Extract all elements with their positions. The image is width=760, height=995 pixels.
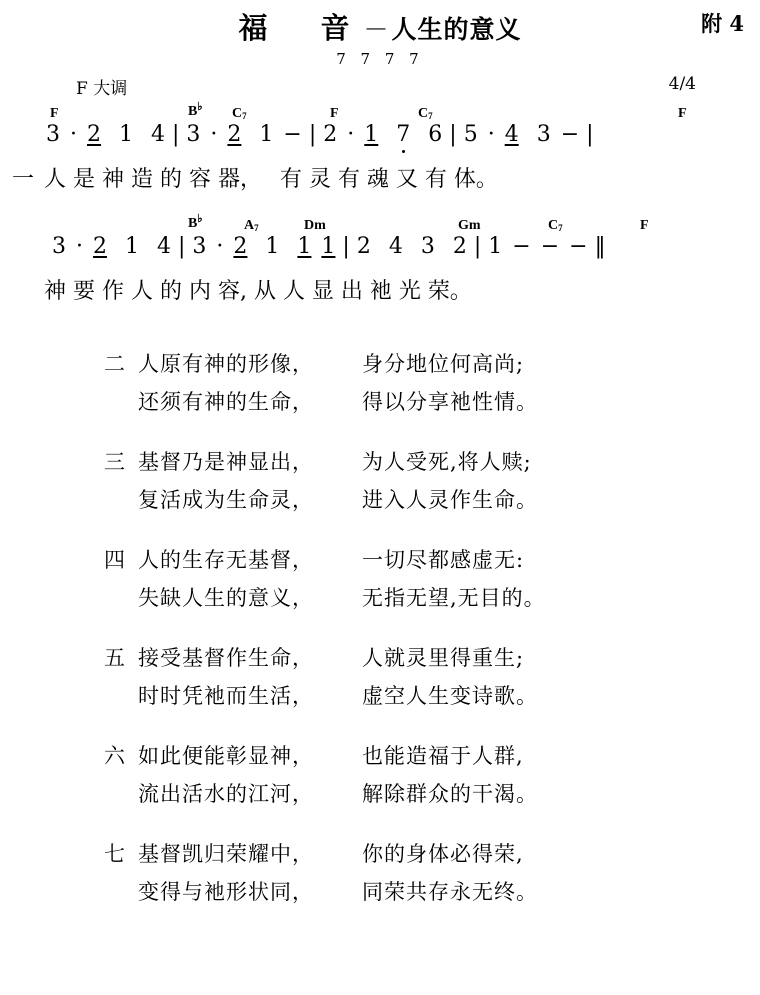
time-signature-label: 4/4 bbox=[668, 74, 696, 94]
chord-symbol: B♭ bbox=[188, 101, 203, 119]
title-subtitle: 人生的意义 bbox=[391, 15, 522, 44]
chord-symbol: $C_7$ bbox=[418, 106, 433, 121]
lyric-text: 人 是 神 造 的 容 器， 有 灵 有 魂 又 有 体。 bbox=[44, 167, 498, 192]
chord-symbol: F bbox=[640, 218, 649, 233]
verse-text-right: 一切尽都感虚无: bbox=[362, 548, 525, 572]
verse-text-left: 失缺人生的意义， bbox=[138, 586, 314, 610]
lyric-line-verse-1 bbox=[0, 162, 760, 202]
verse-block bbox=[104, 838, 760, 914]
verse-row bbox=[104, 348, 760, 386]
verse-text-left: 人的生存无基督， bbox=[138, 548, 314, 572]
verse-text-right: 身分地位何高尚; bbox=[362, 352, 525, 376]
notation-row-2: 3 · 2 1 4 | 3 · 2 1 1 1 | 2 4 3 2 | 1 − − − ‖ bbox=[52, 234, 606, 259]
verse-number: 二 bbox=[104, 352, 125, 376]
verse-text-right: 人就灵里得重生; bbox=[362, 646, 525, 670]
chord-symbol: Gm bbox=[458, 218, 481, 233]
key-signature-label: F 大调 bbox=[76, 79, 128, 99]
meter-line: 7 7 7 7 bbox=[336, 50, 424, 68]
chord-symbol: F bbox=[678, 106, 687, 121]
music-staff-line-1 bbox=[0, 101, 760, 162]
verse-block bbox=[104, 740, 760, 816]
verse-text-left: 变得与衪形状同， bbox=[138, 880, 314, 904]
chord-symbol: F bbox=[330, 106, 339, 121]
verse-block bbox=[104, 642, 760, 718]
verse-text-right: 你的身体必得荣, bbox=[362, 842, 524, 866]
verse-row bbox=[104, 484, 760, 522]
chord-symbol: $C_7$ bbox=[548, 218, 563, 233]
verse-number: 一 bbox=[12, 167, 35, 192]
chord-symbol: $A_7$ bbox=[244, 218, 259, 233]
key-and-time-row bbox=[0, 74, 760, 100]
verse-text-right: 得以分享衪性情。 bbox=[362, 390, 538, 414]
verse-text-left: 基督乃是神显出， bbox=[138, 450, 314, 474]
verse-row bbox=[104, 544, 760, 582]
chord-symbol: Dm bbox=[304, 218, 326, 233]
title-main: 福 音 bbox=[238, 11, 362, 45]
chord-symbol: $C_7$ bbox=[232, 106, 247, 121]
verse-row bbox=[104, 642, 760, 680]
verse-number: 三 bbox=[104, 450, 125, 474]
lyric-text: 神 要 作 人 的 内 容, 从 人 显 出 衪 光 荣。 bbox=[44, 279, 472, 304]
verse-block bbox=[104, 446, 760, 522]
verse-text-left: 时时凭衪而生活， bbox=[138, 684, 314, 708]
verses-container bbox=[0, 348, 760, 914]
verse-text-left: 基督凯归荣耀中， bbox=[138, 842, 314, 866]
page-number-tag: 附 4 bbox=[701, 11, 744, 36]
verse-text-left: 接受基督作生命， bbox=[138, 646, 314, 670]
verse-text-left: 如此便能彰显神， bbox=[138, 744, 314, 768]
notation-row-1: 3 · 2 1 4 | 3 · 2 1 − | 2 · 1 7 6 | 5 · 4 3 − | bbox=[46, 122, 594, 147]
verse-row bbox=[104, 446, 760, 484]
verse-text-right: 也能造福于人群, bbox=[362, 744, 524, 768]
verse-text-right: 同荣共存永无终。 bbox=[362, 880, 538, 904]
title-dash: － bbox=[363, 15, 390, 44]
verse-block bbox=[104, 348, 760, 424]
verse-row bbox=[104, 838, 760, 876]
verse-row bbox=[104, 386, 760, 424]
verse-number: 四 bbox=[104, 548, 125, 572]
verse-row bbox=[104, 876, 760, 914]
verse-text-left: 复活成为生命灵， bbox=[138, 488, 314, 512]
verse-number: 七 bbox=[104, 842, 125, 866]
verse-text-right: 解除群众的干渴。 bbox=[362, 782, 538, 806]
page-title bbox=[0, 6, 760, 47]
verse-row bbox=[104, 582, 760, 620]
chord-symbol: F bbox=[50, 106, 59, 121]
verse-row bbox=[104, 740, 760, 778]
verse-text-right: 虚空人生变诗歌。 bbox=[362, 684, 538, 708]
verse-text-left: 还须有神的生命， bbox=[138, 390, 314, 414]
verse-number: 六 bbox=[104, 744, 125, 768]
verse-text-right: 无指无望,无目的。 bbox=[362, 586, 546, 610]
verse-block bbox=[104, 544, 760, 620]
verse-row bbox=[104, 680, 760, 718]
verse-text-left: 人原有神的形像， bbox=[138, 352, 314, 376]
chord-symbol: B♭ bbox=[188, 213, 203, 231]
verse-text-left: 流出活水的江河， bbox=[138, 782, 314, 806]
lyric-line-verse-1-second-half bbox=[0, 274, 760, 314]
verse-row bbox=[104, 778, 760, 816]
verse-number: 五 bbox=[104, 646, 125, 670]
page-header bbox=[0, 0, 760, 54]
verse-text-right: 进入人灵作生命。 bbox=[362, 488, 538, 512]
verse-text-right: 为人受死,将人赎; bbox=[362, 450, 532, 474]
music-staff-line-2 bbox=[0, 213, 760, 274]
